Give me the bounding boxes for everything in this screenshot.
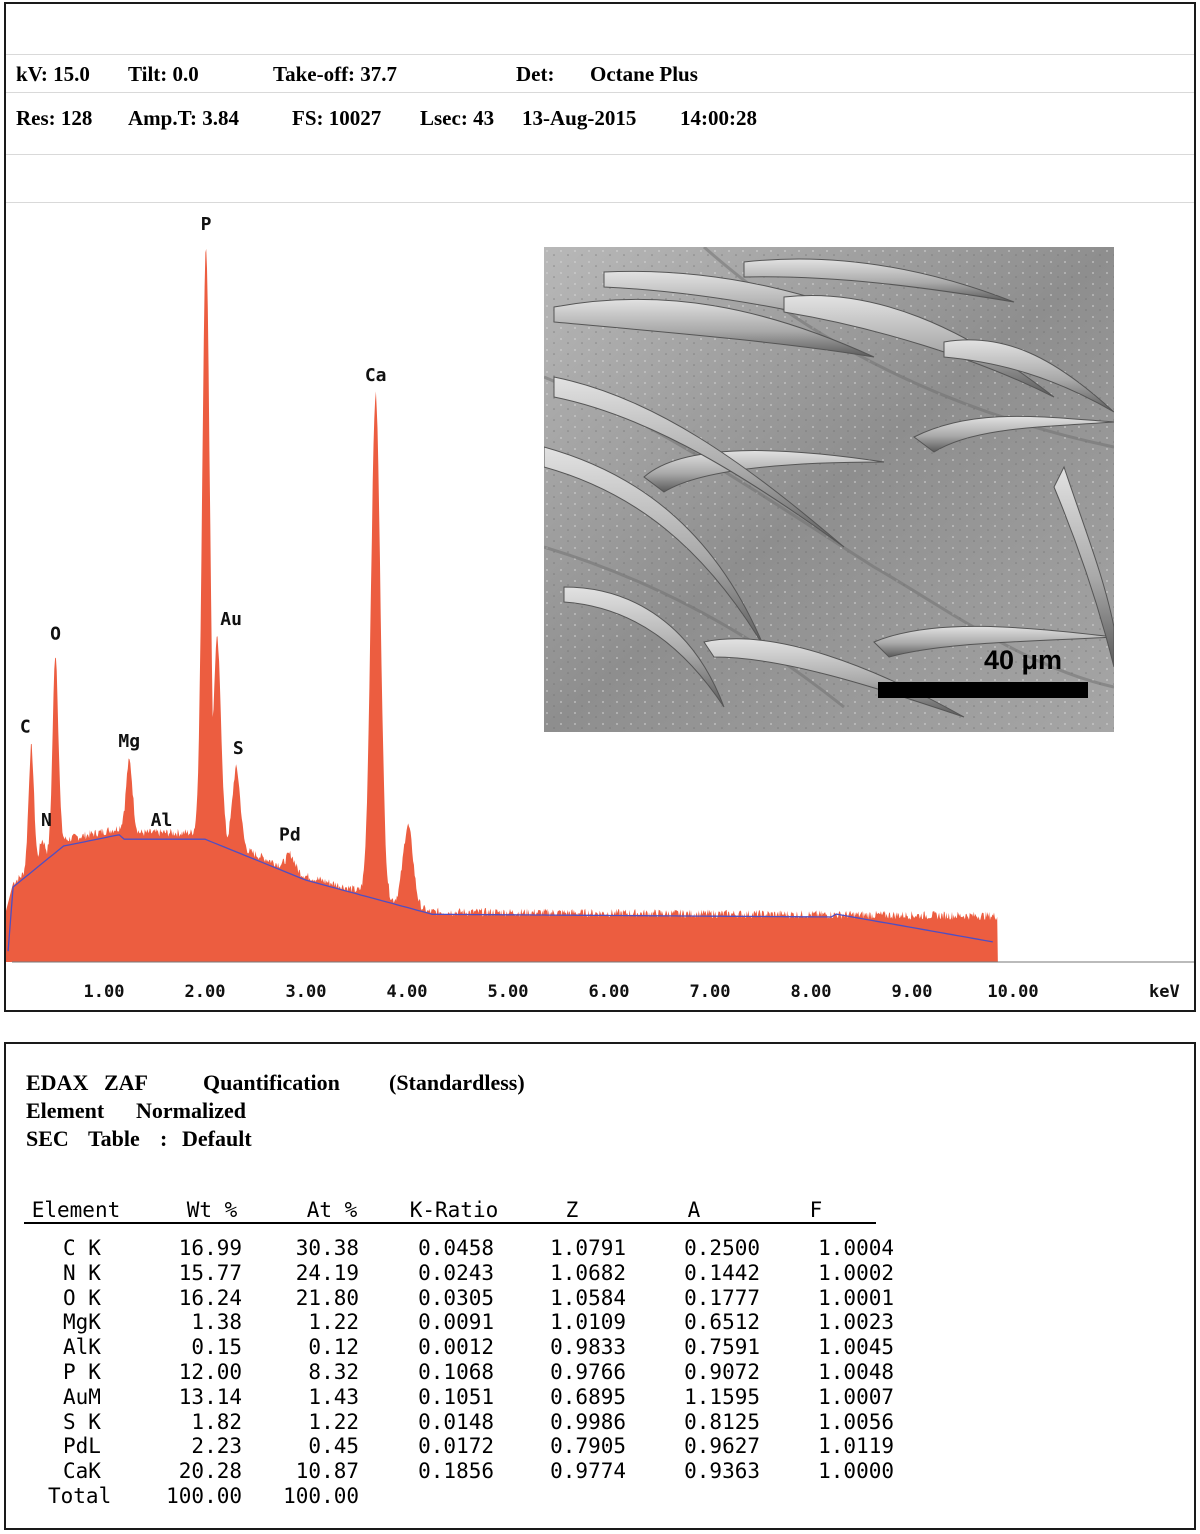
- table-header-cell: A: [687, 1198, 701, 1222]
- x-ticks: [84, 982, 1039, 1002]
- peak-label-o: O: [50, 623, 61, 645]
- value-cell: 1.22: [308, 1409, 359, 1434]
- total-label: Total: [48, 1484, 112, 1508]
- ampt-value: Amp.T: 3.84: [128, 106, 240, 130]
- value-cell: 16.24: [178, 1285, 242, 1310]
- element-cell: PdL: [63, 1434, 101, 1459]
- peak-label-al: Al: [150, 809, 173, 831]
- value-cell: 1.0002: [818, 1260, 894, 1285]
- value-cell: 0.9072: [684, 1360, 760, 1384]
- quant-title-word: ZAF: [104, 1070, 148, 1095]
- value-cell: 21.80: [295, 1285, 359, 1310]
- x-axis-unit: keV: [1149, 982, 1180, 1002]
- value-cell: 1.0004: [818, 1236, 894, 1260]
- value-cell: 15.77: [178, 1260, 242, 1285]
- peak-label-p: P: [200, 214, 212, 235]
- value-cell: 1.0119: [818, 1434, 894, 1459]
- peak-label-mg: Mg: [118, 730, 141, 752]
- table-header-cell: Wt %: [186, 1198, 238, 1222]
- quant-title-word: Quantification: [203, 1070, 340, 1095]
- detector-label: Det:: [516, 62, 555, 86]
- element-cell: O K: [63, 1285, 101, 1310]
- table-header-cell: K-Ratio: [409, 1198, 499, 1222]
- peak-label-ca: Ca: [364, 364, 387, 386]
- value-cell: 0.1777: [684, 1285, 760, 1310]
- quantification-table: [6, 1044, 1194, 1524]
- element-cell: AlK: [63, 1335, 101, 1360]
- value-cell: 0.6512: [684, 1310, 760, 1335]
- element-cell: N K: [63, 1260, 101, 1285]
- value-cell: 0.7591: [684, 1335, 760, 1360]
- spectrum-panel: [4, 2, 1196, 1012]
- quant-mode-word: Normalized: [136, 1098, 246, 1123]
- element-cell: C K: [63, 1236, 101, 1260]
- value-cell: 0.9627: [684, 1434, 760, 1459]
- value-cell: 0.9986: [550, 1409, 626, 1434]
- total-wt: 100.00: [166, 1484, 242, 1508]
- peak-label-s: S: [232, 738, 244, 760]
- scale-bar-label: 40 μm: [984, 645, 1063, 675]
- table-header-underline: [24, 1222, 876, 1224]
- value-cell: 20.28: [178, 1459, 242, 1484]
- x-tick-label: 6.00: [588, 982, 630, 1002]
- value-cell: 1.0056: [818, 1409, 894, 1434]
- value-cell: 0.9363: [684, 1459, 760, 1484]
- quant-sec-word: SEC: [26, 1126, 69, 1151]
- takeoff-value: Take-off: 37.7: [273, 62, 398, 86]
- value-cell: 0.1442: [684, 1260, 760, 1285]
- value-cell: 1.0045: [818, 1335, 894, 1360]
- value-cell: 1.0682: [550, 1260, 626, 1285]
- value-cell: 0.6895: [550, 1384, 626, 1409]
- value-cell: 0.8125: [684, 1409, 760, 1434]
- value-cell: 13.14: [178, 1384, 242, 1409]
- x-tick-label: 4.00: [386, 982, 428, 1002]
- value-cell: 0.1051: [418, 1384, 494, 1409]
- value-cell: 0.1856: [418, 1459, 494, 1484]
- x-tick-label: 10.00: [987, 982, 1039, 1002]
- value-cell: 1.38: [191, 1310, 242, 1335]
- value-cell: 0.15: [191, 1335, 242, 1360]
- value-cell: 2.23: [191, 1434, 242, 1459]
- value-cell: 0.9833: [550, 1335, 626, 1360]
- quant-sec-word: Table: [88, 1126, 140, 1151]
- value-cell: 1.43: [308, 1384, 359, 1409]
- value-cell: 0.12: [308, 1335, 359, 1360]
- value-cell: 1.82: [191, 1409, 242, 1434]
- element-cell: S K: [63, 1409, 101, 1434]
- quant-sec-word: Default: [182, 1126, 252, 1151]
- lsec-value: Lsec: 43: [420, 106, 495, 130]
- peak-label-pd: Pd: [278, 824, 301, 846]
- peak-label-n: N: [40, 809, 52, 831]
- res-value: Res: 128: [16, 106, 93, 130]
- table-header-cell: F: [809, 1198, 823, 1222]
- x-tick-label: 3.00: [285, 982, 327, 1002]
- time-value: 14:00:28: [680, 106, 757, 130]
- element-cell: MgK: [63, 1310, 101, 1335]
- quant-sec-word: :: [160, 1126, 168, 1151]
- value-cell: 0.45: [308, 1434, 359, 1459]
- quant-title-word: (Standardless): [389, 1070, 525, 1095]
- value-cell: 0.1068: [418, 1360, 494, 1384]
- value-cell: 24.19: [295, 1260, 359, 1285]
- sem-micrograph: [544, 247, 1114, 732]
- value-cell: 12.00: [178, 1360, 242, 1384]
- value-cell: 0.0148: [418, 1409, 494, 1434]
- value-cell: 1.0109: [550, 1310, 626, 1335]
- tilt-value: Tilt: 0.0: [128, 62, 199, 86]
- x-tick-label: 1.00: [83, 982, 125, 1002]
- value-cell: 0.0305: [418, 1285, 494, 1310]
- value-cell: 0.0172: [418, 1434, 494, 1459]
- value-cell: 1.0048: [818, 1360, 894, 1384]
- kv-value: kV: 15.0: [16, 62, 90, 86]
- value-cell: 1.0007: [818, 1384, 894, 1409]
- value-cell: 0.7905: [550, 1434, 626, 1459]
- x-tick-label: 7.00: [689, 982, 731, 1002]
- value-cell: 30.38: [295, 1236, 359, 1260]
- x-tick-label: 9.00: [891, 982, 933, 1002]
- x-tick-label: 2.00: [184, 982, 226, 1002]
- element-cell: P K: [63, 1360, 101, 1384]
- detector-value: Octane Plus: [590, 62, 698, 86]
- quant-mode-word: Element: [26, 1098, 105, 1123]
- quant-title-word: EDAX: [26, 1070, 89, 1095]
- scale-bar: [878, 682, 1088, 698]
- value-cell: 10.87: [295, 1459, 359, 1484]
- peak-label-c: C: [19, 716, 31, 738]
- element-cell: CaK: [63, 1459, 101, 1484]
- quantification-panel: [4, 1042, 1196, 1530]
- peak-label-au: Au: [220, 608, 242, 630]
- value-cell: 0.2500: [684, 1236, 760, 1260]
- fs-value: FS: 10027: [292, 106, 382, 130]
- table-header-cell: Element: [31, 1198, 121, 1222]
- value-cell: 1.1595: [684, 1384, 760, 1409]
- table-header-cell: Z: [565, 1198, 579, 1222]
- total-at: 100.00: [283, 1484, 359, 1508]
- value-cell: 0.0243: [418, 1260, 494, 1285]
- value-cell: 1.0584: [550, 1285, 626, 1310]
- value-cell: 0.9766: [550, 1360, 626, 1384]
- element-cell: AuM: [63, 1384, 101, 1409]
- value-cell: 0.0091: [418, 1310, 494, 1335]
- x-tick-label: 5.00: [487, 982, 529, 1002]
- value-cell: 8.32: [308, 1360, 359, 1384]
- value-cell: 0.9774: [550, 1459, 626, 1484]
- value-cell: 1.0023: [818, 1310, 894, 1335]
- value-cell: 1.22: [308, 1310, 359, 1335]
- value-cell: 0.0458: [418, 1236, 494, 1260]
- x-tick-label: 8.00: [790, 982, 832, 1002]
- date-value: 13-Aug-2015: [522, 106, 637, 130]
- value-cell: 1.0791: [550, 1236, 626, 1260]
- table-header-cell: At %: [306, 1198, 358, 1222]
- value-cell: 1.0001: [818, 1285, 894, 1310]
- value-cell: 16.99: [178, 1236, 242, 1260]
- value-cell: 1.0000: [818, 1459, 894, 1484]
- value-cell: 0.0012: [418, 1335, 494, 1360]
